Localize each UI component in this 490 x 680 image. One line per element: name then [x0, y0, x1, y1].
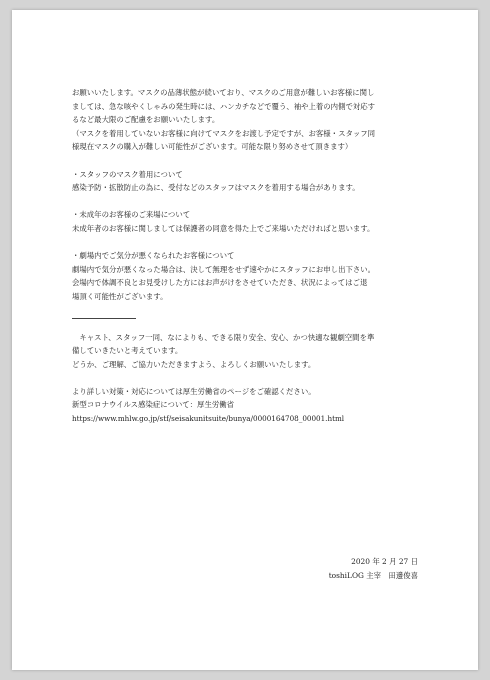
signature-block [329, 555, 418, 583]
section-minors [72, 208, 438, 235]
closing-line: 備していきたいと考えています。 [72, 346, 183, 356]
signature-organizer: toshiLOG 主宰 田邊俊喜 [328, 571, 418, 580]
section-line: 会場内で体調不良とお見受けした方にはお声がけをさせていただき、状況によってはご退 [72, 278, 368, 288]
reference-url[interactable]: https://www.mhlw.go.jp/stf/seisakunitsuite/bunya/0000164708_00001.html [72, 414, 345, 424]
reference-line: より詳しい対策・対応については厚生労働省のページをご確認ください。 [72, 386, 316, 396]
section-heading: ・スタッフのマスク着用について [72, 169, 183, 179]
section-feeling-unwell [72, 249, 438, 303]
intro-line: るなど最大限のご配慮をお願いいたします。 [72, 115, 220, 125]
section-heading: ・劇場内でご気分が悪くなられたお客様について [72, 251, 235, 261]
divider-line [72, 318, 136, 319]
reference-paragraph [72, 385, 438, 426]
intro-line: お願いいたします。マスクの品薄状態が続いており、マスクのご用意が難しいお客様に関し [72, 88, 375, 97]
intro-paragraph [72, 86, 438, 154]
closing-paragraph [72, 331, 438, 372]
document-page [12, 10, 478, 670]
reference-line: 新型コロナウイルス感染症について：厚生労働省 [72, 400, 235, 410]
section-staff-masks [72, 168, 438, 195]
section-heading: ・未成年のお客様のご来場について [72, 210, 191, 220]
signature-date: 2020 年 2 月 27 日 [351, 557, 418, 566]
intro-line: （マスクを着用していないお客様に向けてマスクをお渡し予定ですが、お客様・スタッフ同 [72, 128, 376, 138]
section-line: 劇場内で気分が悪くなった場合は、決して無理をせず速やかにスタッフにお申し出下さい。 [72, 264, 376, 274]
section-line: 感染予防・拡散防止の為に、受付などのスタッフはマスクを着用する場合があります。 [72, 183, 360, 193]
closing-line: キャスト、スタッフ一同、なによりも、できる限り安全、安心、かつ快適な観劇空間を準 [79, 332, 375, 342]
document-body [72, 86, 438, 426]
closing-line: どうか、ご理解、ご協力いただきますよう、よろしくお願いいたします。 [72, 359, 316, 369]
intro-line: 様現在マスクの購入が難しい可能性がございます。可能な限り努めさせて頂きます） [72, 142, 353, 152]
section-line: 未成年者のお客様に関しましては保護者の同意を得た上でご来場いただければと思います。 [72, 223, 375, 233]
section-line: 場頂く可能性がございます。 [72, 291, 168, 301]
intro-line: ましては、急な咳やくしゃみの発生時には、ハンカチなどで覆う、袖や上着の内側で対応す [72, 101, 376, 111]
